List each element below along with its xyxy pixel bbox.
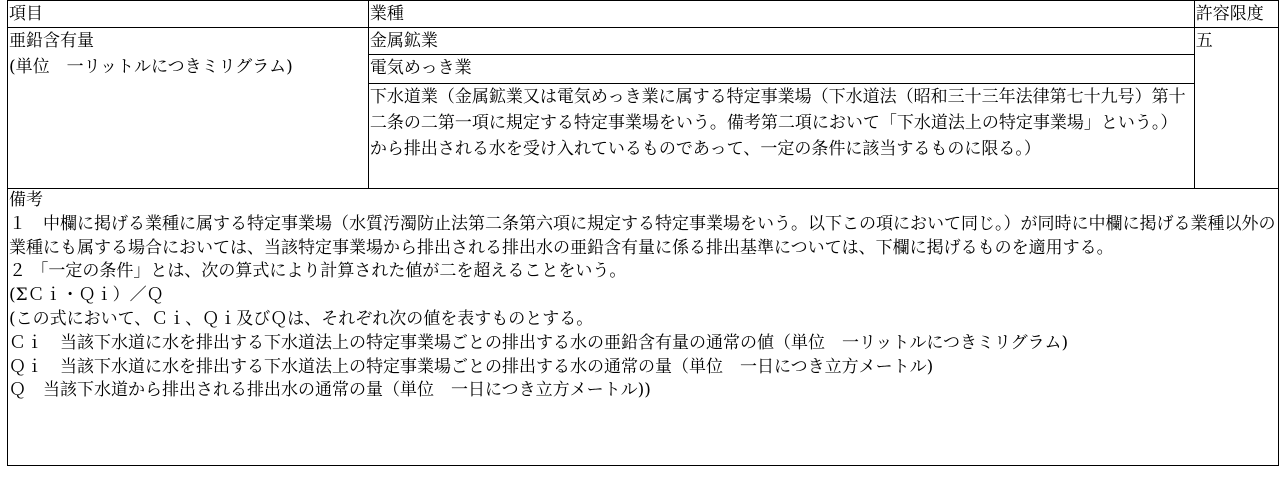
note-qi-definition: Ｑｉ 当該下水道に水を排出する下水道法上の特定事業場ごとの排出する水の通常の量（単位 一日につき立方メートル): [9, 356, 934, 377]
data-row-metal-mining: [8, 28, 1279, 55]
notes-cell: [8, 189, 1279, 466]
note-explanation: (この式において、Ｃｉ、Ｑｉ及びＱは、それぞれ次の値を表すものとする。: [9, 308, 594, 329]
note-q-definition: Ｑ 当該下水道から排出される排出水の通常の量（単位 一日につき立方メートル)): [9, 380, 651, 401]
item-unit: (単位 一リットルにつきミリグラム): [9, 57, 293, 77]
note-formula: (ΣＣｉ・Ｑｉ）／Ｑ: [9, 285, 164, 306]
industry-metal-mining: 金属鉱業: [368, 28, 1194, 55]
item-cell: [8, 28, 369, 189]
industry-sewerage: 下水道業（金属鉱業又は電気めっき業に属する特定事業場（下水道法（昭和三十三年法律第七十九号）第十二条の二第一項に規定する特定事業場をいう。備考第二項において「下水道法上の特定事業場」という。）から排出される水を受け入れているものであって、一定の条件に該当するものに限る。）: [368, 84, 1194, 189]
item-name: 亜鉛含有量: [9, 31, 94, 51]
note-paragraph-1: １ 中欄に掲げる業種に属する特定事業場（水質汚濁防止法第二条第六項に規定する特定事業場をいう。以下この項において同じ。）が同時に中欄に掲げる業種以外の業種にも属する場合においては、当該特定事業場から排出される排出水の亜鉛含有量に係る排出基準については、下欄に掲げるものを適用する。: [9, 213, 1276, 258]
notes-row: [8, 189, 1279, 466]
header-row: [8, 1, 1279, 28]
header-industry: 業種: [368, 1, 1194, 28]
notes-heading: 備考: [9, 190, 43, 210]
header-limit: 許容限度: [1194, 1, 1278, 28]
industry-electroplating: 電気めっき業: [368, 55, 1194, 84]
note-paragraph-2: ２ 「一定の条件」とは、次の算式により計算された値が二を超えることをいう。: [9, 261, 627, 282]
limit-value: 五: [1194, 28, 1278, 189]
regulation-table: [7, 0, 1279, 466]
header-item: 項目: [8, 1, 369, 28]
note-ci-definition: Ｃｉ 当該下水道に水を排出する下水道法上の特定事業場ごとの排出する水の亜鉛含有量の通常の値（単位 一リットルにつきミリグラム): [9, 332, 1069, 353]
